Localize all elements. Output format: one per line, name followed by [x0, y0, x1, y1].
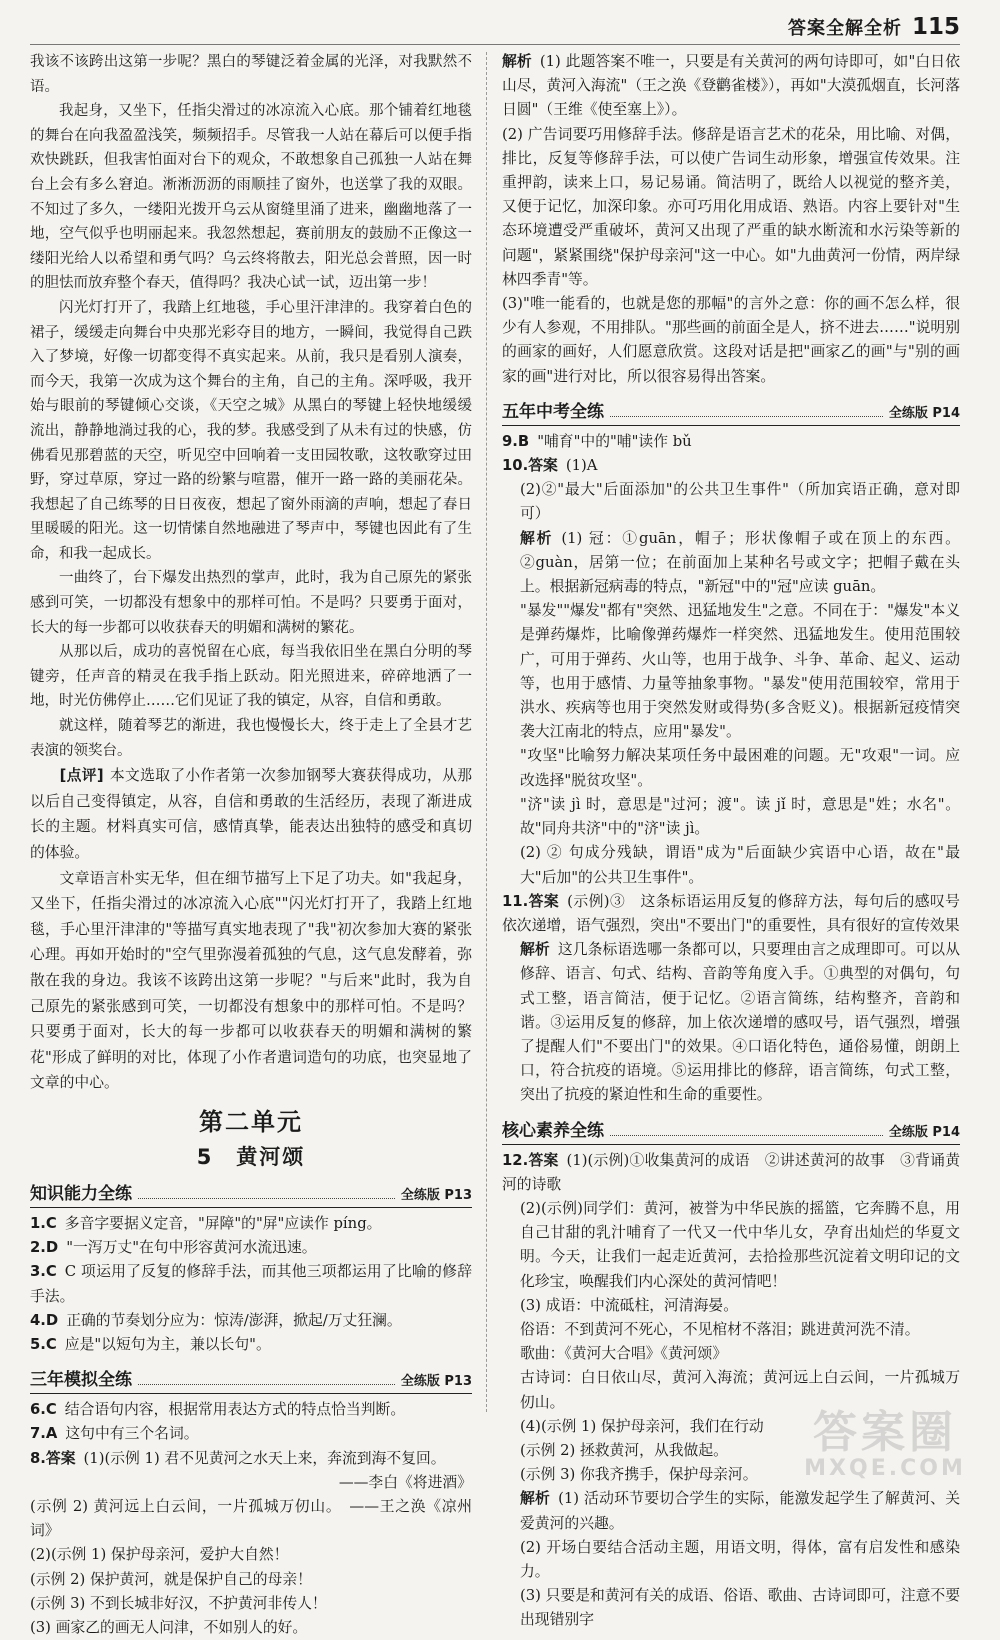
answer-text: C 项运用了反复的修辞手法，而其他三项都运用了比喻的修辞手法。 [30, 1263, 472, 1305]
section-header [502, 1116, 960, 1145]
essay-paragraph: 我该不该跨出这第一步呢？黑白的琴键泛着金属的光泽，对我默然不语。 [30, 54, 472, 95]
answer-line: (示例 3) 不到长城非好汉，不护黄河非传人！ [30, 1594, 327, 1612]
commentary [30, 763, 472, 1096]
answer-number: 12.答案 [502, 1151, 559, 1169]
answer-text: "一泻万丈"在句中形容黄河水流迅速。 [66, 1239, 317, 1257]
answer-number: 3.C [30, 1263, 57, 1281]
answer-item [502, 50, 960, 123]
answer-text: "济"读 jì 时，意思是"过河；渡"。读 jǐ 时，意思是"姓；水名"。故"同舟共济"中的"济"读 jì。 [520, 795, 960, 838]
answer-number: 解析 [502, 53, 532, 70]
answer-item [502, 1197, 960, 1294]
commentary-text: 文章语言朴实无华，但在细节描写上下足了功夫。如"我起身，又坐下，任指尖滑过的冰凉流入心底""闪光灯打开了，我踏上红地毯，手心里汗津津的"等描写真实地表现了"我"初次参加大赛的紧张心理。再如开始时的"空气里弥漫着孤独的气息，这气息发酵着，弥散在我的身边。我该不该跨出这第一步呢？"与后来"此时，我为自己原先的紧张感到可笑，一切都没有想象中的那样可怕。不是吗？只要勇于面对，长大的每一步都可以收获春天的明媚和满树的繁花"形成了鲜明的对比，体现了小作者遣词造句的功底，也突显地了文章的中心。 [30, 869, 472, 1092]
answer-line: (3) 画家乙的画无人问津，不如别人的好。 [30, 1618, 308, 1636]
watermark-url: MXQE.COM [804, 1456, 966, 1481]
answer-item [502, 793, 960, 841]
answer-number: 7.A [30, 1425, 58, 1443]
essay-paragraph: 一曲终了，台下爆发出热烈的掌声，此时，我为自己原先的紧张感到可笑，一切都没有想象中的那样可怕。不是吗？只要勇于面对，长大的每一步都可以收获春天的明媚和满树的繁花。 [30, 570, 472, 636]
answer-list [502, 1149, 960, 1633]
answer-text: 俗语：不到黄河不死心，不见棺材不落泪；跳进黄河洗不清。 [520, 1320, 920, 1338]
question-8-analysis [502, 50, 960, 389]
answer-text: "暴发""爆发"都有"突然、迅猛地发生"之意。不同在于："爆发"本义是弹药爆炸，比喻像弹药爆炸一样突然、迅猛地发生。使用范围较广，可用于弹药、火山等，也用于战争、斗争、革命、起义、运动等，也用于感情、力量等抽象事物。"暴发"使用范围较窄，常用于洪水、疾病等也用于突然发财或得势(多含贬义)。根据新冠疫情突袭大江南北的特点，应用"暴发"。 [520, 602, 960, 741]
answer-text: (3)"唯一能看的，也就是您的那幅"的言外之意：你的画不怎么样，很少有人参观，不用排队。"那些画的前面全是人，挤不进去……"说明别的画家的画好，人们愿意欣赏。这段对话是把"画家乙的画"与"别的画家的画"进行对比，所以很容易得出答案。 [502, 295, 960, 385]
answer-text: "哺育"中的"哺"读作 bǔ [537, 432, 692, 450]
answer-text: (2)②"最大"后面添加"的公共卫生事件"（所加宾语正确，意对即可） [520, 481, 960, 523]
section-leader-dots [610, 1135, 883, 1136]
section-title: 三年模拟全练 [30, 1370, 132, 1391]
answer-text: (示例 2) 拯救黄河，从我做起。 [520, 1441, 728, 1459]
essay [30, 50, 472, 763]
answer-number: 6.C [30, 1401, 57, 1419]
answer-list [30, 1398, 472, 1446]
answer-item [502, 1536, 960, 1584]
answer-item [502, 1342, 960, 1366]
column-divider [486, 52, 487, 1412]
section-page-ref: 全练版 P13 [400, 1374, 472, 1390]
commentary-tag: [点评] [59, 767, 104, 785]
answer-item [502, 938, 960, 1107]
page-number: 115 [911, 14, 960, 40]
answer-text: (1) 此题答案不唯一，只要是有关黄河的两句诗即可，如"白日依山尽，黄河入海流"（王之涣《登鹳雀楼》），再如"大漠孤烟直，长河落日圆"（王维《使至塞上》）。 [502, 53, 960, 119]
commentary-paragraph [30, 763, 472, 865]
section-page-ref: 全练版 P13 [400, 1187, 472, 1203]
answer-list [502, 430, 960, 1108]
answer-item [502, 123, 960, 292]
answer-text: (示例)③ 这条标语运用反复的修辞方法，每句后的感叹号依次递增，语气强烈，突出"不要出门"的重要性，具有很好的宣传效果 [502, 892, 960, 934]
header-title: 答案全解全析 [787, 18, 902, 39]
answer-number: 10.答案 [502, 457, 558, 475]
header-rule [30, 44, 960, 45]
unit-title: 第二单元 [199, 1107, 303, 1136]
section-leader-dots [138, 1384, 395, 1385]
answer-text: (1) 冠：①guān，帽子；形状像帽子或在顶上的东西。②guàn，居第一位；在前面加上某种名号或文字；把帽子戴在头上。根据新冠病毒的特点，"新冠"中的"冠"应读 guān。 [520, 529, 960, 596]
answer-text: (1)(示例)①收集黄河的成语 ②讲述黄河的故事 ③背诵黄河的诗歌 [502, 1151, 960, 1193]
essay-paragraph: 就这样，随着琴艺的渐进，我也慢慢长大，终于走上了全县才艺表演的领奖台。 [30, 718, 472, 759]
answer-line: (示例 2) 黄河远上白云间，一片孤城万仞山。 ——王之涣《凉州词》 [30, 1497, 472, 1540]
answer-text: 正确的节奏划分应为：惊涛/澎湃，掀起/万丈狂澜。 [66, 1311, 402, 1329]
answer-item [502, 1294, 960, 1318]
answer-number: 解析 [520, 529, 554, 547]
answer-text: (1) 活动环节要切合学生的实际，能激发起学生了解黄河、关爱黄河的兴趣。 [520, 1490, 960, 1532]
answer-text: (3) 成语：中流砥柱，河清海晏。 [520, 1296, 739, 1314]
answer-number: 5.C [30, 1335, 57, 1353]
answer-item [30, 1422, 472, 1446]
answer-text: 应是"以短句为主，兼以长句"。 [64, 1335, 271, 1353]
left-column [30, 50, 472, 1640]
watermark-text: 答案圈 [813, 1407, 957, 1458]
answer-number: 4.D [30, 1311, 59, 1329]
lesson-title: 5 黄河颂 [196, 1144, 306, 1169]
answer-item [502, 292, 960, 389]
answer-text: 这几条标语选哪一条都可以，只要理由言之成理即可。可以从修辞、语言、句式、结构、音韵等角度入手。①典型的对偶句，句式工整，语言简洁，便于记忆。②语言简练，结构整齐，音韵和谐。③运用反复的修辞，加上依次递增的感叹号，语气强烈，增强了提醒人们"不要出门"的效果。④口语化特色，通俗易懂，朗朗上口，符合抗疫的语境。⑤运用排比的修辞，语言简练，句式工整，突出了抗疫的紧迫性和生命的重要性。 [520, 941, 960, 1104]
answer-text: (3) 只要是和黄河有关的成语、俗语、歌曲、古诗词即可，注意不要出现错别字 [520, 1587, 960, 1629]
watermark-logo [790, 1409, 980, 1483]
answer-item [502, 1149, 960, 1197]
answer-text: "攻坚"比喻努力解决某项任务中最困难的问题。无"攻艰"一词。应改选择"脱贫攻坚"。 [520, 747, 960, 789]
answer-line: (示例 2) 保护黄河，就是保护自己的母亲！ [30, 1570, 312, 1588]
answer-item [502, 1584, 960, 1632]
answer-number: 解析 [520, 941, 550, 959]
section-title: 知识能力全练 [30, 1183, 132, 1204]
answer-item [502, 1487, 960, 1535]
answer-item [502, 841, 960, 889]
answer-item [502, 599, 960, 744]
answer-text: (1)A [565, 457, 598, 475]
answer-text: (2) 广告词要巧用修辞手法。修辞是语言艺术的花朵，用比喻、对偶，排比，反复等修辞手法，可以使广告词生动形象，增强宣传效果。注重押韵，读来上口，易记易诵。简洁明了，既给人以视觉的整齐美，又便于记忆，加深印象。亦可巧用化用成语、熟语。内容上要针对"生态环境遭受严重破坏，黄河又出现了严重的缺水断流和水污染等新的问题"，紧紧围绕"保护母亲河"这一中心。如"九曲黄河一份情，两岸绿林四季青"等。 [502, 125, 960, 288]
section-header [502, 397, 960, 426]
answer-line: (2)(示例 1) 保护母亲河，爱护大自然！ [30, 1546, 289, 1564]
answer-text: (4)(示例 1) 保护母亲河，我们在行动 [520, 1417, 764, 1435]
section-leader-dots [138, 1198, 395, 1199]
answer-number: 解析 [520, 1490, 551, 1508]
answer-item [30, 1309, 472, 1333]
page-header [788, 14, 960, 42]
answer-item [502, 1318, 960, 1342]
answer-item [502, 744, 960, 792]
essay-paragraph: 从那以后，成功的喜悦留在心底，每当我依旧坐在黑白分明的琴键旁，任声音的精灵在我手指上跃动。阳光照进来，碎碎地洒了一地，时光仿佛停止……它们见证了我的镇定，从容，自信和勇敢。 [30, 644, 472, 710]
answer-text: 这句中有三个名词。 [65, 1425, 199, 1443]
commentary-paragraph [30, 866, 472, 1096]
section-page-ref: 全练版 P14 [888, 1124, 960, 1140]
answer-item [502, 430, 960, 454]
answer-number: 2.D [30, 1239, 59, 1257]
answer-item [502, 454, 960, 478]
answer-number: 8.答案 [30, 1449, 76, 1467]
right-column [502, 50, 960, 1633]
answer-text: (1)(示例 1) 君不见黄河之水天上来，奔流到海不复回。 [83, 1449, 446, 1467]
section-header [30, 1365, 472, 1394]
section-title: 五年中考全练 [502, 401, 604, 422]
answer-text: 结合语句内容，根据常用表达方式的特点恰当判断。 [64, 1401, 406, 1419]
answer-line [30, 1447, 472, 1471]
answer-text: (2) 开场白要结合活动主题，用语文明，得体，富有启发性和感染力。 [520, 1538, 960, 1580]
section-header [30, 1179, 472, 1208]
answer-item [502, 527, 960, 600]
answer-text: (示例 3) 你我齐携手，保护母亲河。 [520, 1466, 758, 1484]
answer-text: 歌曲：《黄河大合唱》《黄河颂》 [520, 1345, 728, 1363]
essay-paragraph: 闪光灯打开了，我踏上红地毯，手心里汗津津的。我穿着白色的裙子，缓缓走向舞台中央那光彩夺目的地方，一瞬间，我觉得自己跌入了梦境，好像一切都变得不真实起来。从前，我只是看别人演奏，而今天，我第一次成为这个舞台的主角，自己的主角。深呼吸，我开始与眼前的琴键倾心交谈，《天空之城》从黑白的琴键上轻快地缓缓流出，静静地淌过我的心，我的梦。我感受到了从未有过的快感，仿佛看见那碧蓝的天空，听见空中回响着一支田园牧歌，这牧歌穿过田野，穿过草原，穿过一路的纷繁与喧嚣，催开一路一路的美丽花朵。我想起了自己练琴的日日夜夜，想起了窗外雨滴的声响，想起了春日里暖暖的阳光。这一切情愫自然地融进了琴声中，琴键也因此有了生命，和我一起成长。 [30, 299, 472, 562]
answer-item [30, 1260, 472, 1308]
question-8-answer [30, 1447, 472, 1640]
commentary-text: 本文选取了小作者第一次参加钢琴大赛获得成功，从那以后自己变得镇定，从容，自信和勇敢的生活经历，表现了渐进成长的主题。材料真实可信，感情真挚，能表达出独特的感受和真切的体验。 [30, 767, 472, 861]
essay-paragraph: 我起身，又坐下，任指尖滑过的冰凉流入心底。那个铺着红地毯的舞台在向我盈盈浅笑，频频招手。尽管我一人站在幕后可以便手指欢快跳跃，但我害怕面对台下的观众，不敢想象自己孤独一人站在舞台上会有多么窘迫。淅淅沥沥的雨顺挂了窗外，也送掌了我的双眼。不知过了多久，一缕阳光拨开乌云从窗缝里涌了进来，幽幽地落了一地，空气似乎也明丽起来。我忽然想起，赛前朋友的鼓励不正像这一缕阳光给人以希望和勇气吗？乌云终将散去，阳光总会普照，因一时的胆怯而放弃整个春天，值得吗？我决心试一试，迈出第一步！ [30, 103, 472, 292]
answer-text: (2)(示例)同学们：黄河，被誉为中华民族的摇篮，它奔腾不息，用自己甘甜的乳汁哺育了一代又一代中华儿女，孕育出灿烂的华夏文明。今天，让我们一起走近黄河，去拾捡那些沉淀着文明印记的文化珍宝，唤醒我们内心深处的黄河情吧！ [520, 1199, 960, 1290]
answer-number: 11.答案 [502, 892, 560, 910]
answer-item [30, 1333, 472, 1357]
answer-item [30, 1212, 472, 1236]
answer-item [502, 478, 960, 526]
section-title: 核心素养全练 [502, 1120, 604, 1141]
section-page-ref: 全练版 P14 [888, 405, 960, 421]
answer-source: ——李白《将进酒》 [338, 1473, 472, 1491]
answer-text: (2) ② 句成分残缺，谓语"成为"后面缺少宾语中心语，故在"最大"后加"的公共卫生事件"。 [520, 844, 960, 886]
answer-item [30, 1236, 472, 1260]
section-leader-dots [610, 416, 883, 417]
answer-item [30, 1398, 472, 1422]
answer-item [502, 890, 960, 938]
answer-text: 多音字要据义定音，"屏障"的"屏"应读作 píng。 [64, 1214, 382, 1232]
answer-number: 1.C [30, 1214, 57, 1232]
answer-list [30, 1212, 472, 1357]
answer-number: 9.B [502, 432, 530, 450]
answer-text: 古诗词：白日依山尽，黄河入海流；黄河远上白云间，一片孤城万仞山。 [520, 1369, 960, 1411]
